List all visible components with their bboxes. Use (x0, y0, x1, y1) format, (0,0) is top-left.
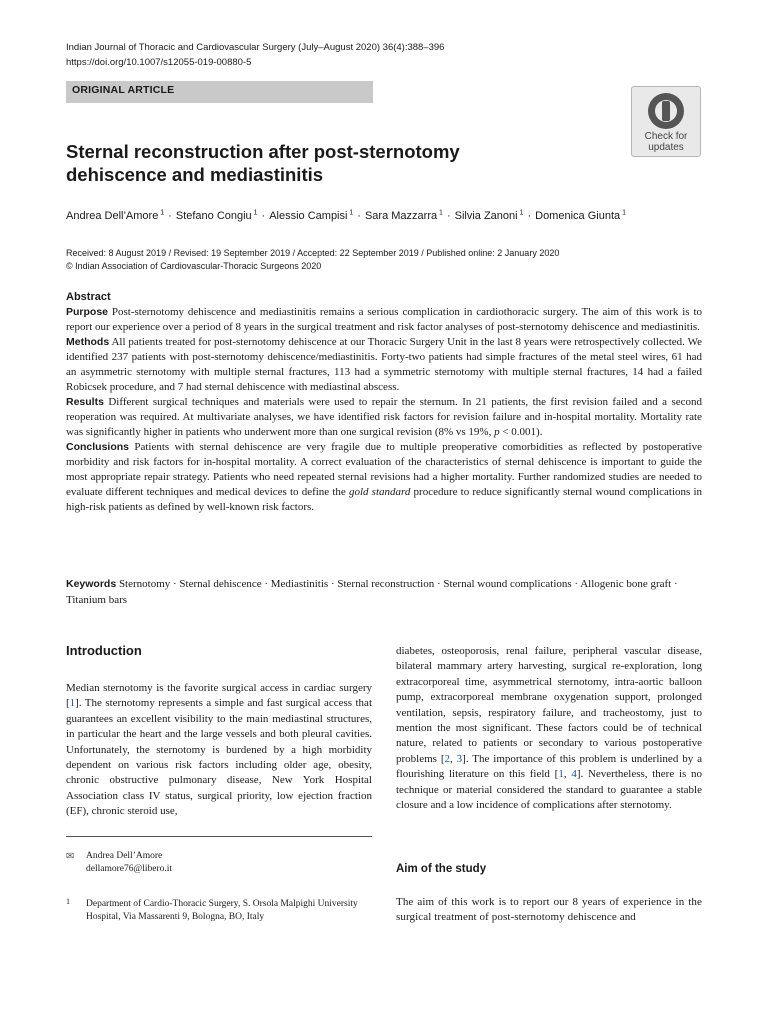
footnote-divider (66, 836, 372, 837)
aim-text: The aim of this work is to report our 8 years of experience in the surgical treatment of post-sternotomy dehiscence and (396, 896, 702, 924)
journal-citation: Indian Journal of Thoracic and Cardiovascular Surgery (July–August 2020) 36(4):388–396 (66, 42, 445, 53)
abstract-heading: Abstract (66, 291, 111, 303)
affiliation-number: 1 (66, 897, 70, 906)
author-separator: · (261, 209, 266, 222)
affiliation (66, 898, 372, 924)
correspondence (66, 850, 372, 876)
aim-section (396, 895, 702, 926)
citation-link[interactable]: 4 (571, 768, 577, 781)
results-text-end: < 0.001). (499, 426, 543, 438)
conclusions-label: Conclusions (66, 441, 130, 453)
abstract-conclusions (66, 440, 702, 515)
article-type-label: ORIGINAL ARTICLE (72, 84, 175, 96)
results-text: Different surgical techniques and materials were used to repair the sternum. In 21 patients, the first revision failed and a second reoperation was required. At multivariate analyses, we have identified risk factors for revision failure and in-hospital mortality. Mortality rate was significantly higher in patients who underwent more than one surgical revision (8% vs 19%, (66, 396, 702, 438)
results-label: Results (66, 396, 104, 408)
p-value-symbol: p (494, 426, 500, 438)
footnotes (66, 850, 372, 924)
author-affiliation-number: 1 (347, 209, 354, 216)
abstract (66, 290, 702, 515)
introduction-heading: Introduction (66, 643, 142, 658)
crossmark-icon (648, 93, 684, 129)
intro-paragraph-2 (396, 644, 702, 813)
intro-p2-b: ]. The importance of this problem is underlined by a flourishing literature on this field [ (396, 752, 702, 781)
author-affiliation-number: 1 (251, 209, 258, 216)
affiliation-text: Department of Cardio-Thoracic Surgery, S. Orsola Malpighi University Hospital, Via Massarenti 9, Bologna, BO, Italy (86, 899, 358, 922)
aim-heading: Aim of the study (396, 863, 487, 875)
author-list (66, 206, 626, 223)
methods-label: Methods (66, 336, 110, 348)
correspondence-email[interactable]: dellamore76@libero.it (86, 864, 173, 874)
author-affiliation-number: 1 (620, 209, 626, 216)
introduction-left-column (66, 681, 372, 820)
conclusions-text: Patients with sternal dehiscence are very fragile due to multiple preoperative comorbidities as reflected by postoperative morbidity and risk factors for in-hospital mortality. A correct evaluation of the characteristics of sternal dehiscence is important to guide the most appropriate repair strategy. Patients who need repeated sternal revisions had a higher mortality. Further randomized studies are needed to evaluate different techniques and medical devices to define the (66, 441, 702, 498)
doi-link[interactable]: https://doi.org/10.1007/s12055-019-00880-5 (66, 57, 252, 68)
author-name[interactable]: Alessio Campisi $^1$ (269, 209, 354, 222)
badge-text (632, 131, 700, 153)
purpose-label: Purpose (66, 306, 109, 318)
gold-standard-term: gold standard (348, 486, 411, 498)
author-name[interactable]: Andrea Dell’Amore $^1$ (66, 209, 165, 222)
keywords (66, 577, 702, 608)
abstract-results (66, 395, 702, 440)
correspondence-name: Andrea Dell’Amore (86, 851, 163, 861)
check-for-updates-badge[interactable] (631, 86, 701, 157)
introduction-right-column (396, 644, 702, 813)
intro-paragraph-1 (66, 681, 372, 820)
copyright-line: © Indian Association of Cardiovascular-Thoracic Surgeons 2020 (66, 261, 322, 271)
citation-link[interactable]: 2 (444, 752, 450, 765)
author-name[interactable]: Sara Mazzarra $^1$ (364, 209, 443, 222)
intro-p2-c: ]. Nevertheless, there is no technique or material considered the standard to guarantee a stable closure and a low incidence of complications after sternotomy. (396, 768, 703, 812)
author-affiliation-number: 1 (158, 209, 165, 216)
author-name[interactable]: Stefano Congiu $^1$ (175, 209, 258, 222)
author-separator: · (357, 209, 361, 222)
title-line1: Sternal reconstruction after post-sternotomy (66, 141, 460, 162)
publication-dates (66, 247, 559, 273)
intro-p2-sep2: , (563, 768, 572, 781)
author-name[interactable]: Domenica Giunta $^1$ (535, 209, 626, 222)
badge-line2: updates (648, 142, 684, 153)
conclusions-text-end: procedure to reduce significantly sternal wound complications in high-risk patients as defined by well-known risk factors. (66, 486, 703, 513)
citation-link[interactable]: 3 (456, 752, 463, 765)
keywords-label: Keywords (66, 578, 117, 590)
intro-p2-a: diabetes, osteoporosis, renal failure, peripheral vascular disease, bilateral mammary artery harvesting, surgical re-exploration, long extracorporeal time, asymmetrical sternotomy, intra-aortic balloon pump, extracorporeal membrane oxygenation support, prolonged ventilation, sepsis, respiratory failure, and tracheostomy, just to mention the most significant. These factors could be of technical nature, related to patients or secondary to various postoperative problems [ (396, 645, 702, 765)
author-separator: · (168, 209, 172, 222)
intro-p1-start: Median sternotomy is the favorite surgical access in cardiac surgery [ (66, 682, 372, 710)
abstract-methods (66, 335, 702, 395)
citation-link[interactable]: 1 (69, 697, 76, 710)
author-affiliation-number: 1 (517, 209, 524, 216)
intro-p2-sep: , (450, 752, 457, 765)
methods-text: All patients treated for post-sternotomy dehiscence at our Thoracic Surgery Unit in the last 8 years were retrospectively collected. We identified 237 patients with post-sternotomy dehiscence/mediastinitis. Forty-two patients had simple fractures of the metal steel wires, 61 had an asymmetric sternotomy with multiple sternal fractures, 113 had a symmetric sternotomy with multiple sternal fractures, 14 had a failed Robicsek procedure, and 7 had sternal dehiscence with mediastinal abscess. (66, 336, 702, 393)
author-separator: · (446, 209, 451, 222)
article-type-banner (66, 81, 373, 103)
citation-link[interactable]: 1 (558, 768, 564, 781)
purpose-text: Post-sternotomy dehiscence and mediastinitis remains a serious complication in cardiothoracic surgery. The aim of this work is to report our experience over a period of 8 years in the surgical treatment and risk factor analyses of post-sternotomy dehiscence and mediastinitis. (66, 306, 703, 333)
title-line2: dehiscence and mediastinitis (66, 164, 324, 185)
article-title (66, 140, 486, 186)
abstract-purpose (66, 305, 702, 335)
envelope-icon: ✉ (66, 851, 75, 862)
author-separator: · (527, 209, 532, 222)
badge-line1: Check for (644, 131, 688, 142)
keywords-text: Sternotomy · Sternal dehiscence · Mediastinitis · Sternal reconstruction · Sternal wound complications · Allogenic bone graft · Titanium bars (66, 578, 678, 606)
journal-header (66, 40, 444, 70)
author-name[interactable]: Silvia Zanoni $^1$ (454, 209, 524, 222)
intro-p1-end: ]. The sternotomy represents a simple and fast surgical access that guarantees an excellent visibility to the main mediastinal structures, in particular the heart and the large vessels and both pleural cavities. Unfortunately, the sternotomy is burdened by a high morbidity dependent on various risk factors including older age, obesity, chronic obstructive pulmonary disease, New York Hospital Association class IV status, surgical priority, low ejection fraction (EF), chronic steroid use, (66, 697, 372, 818)
dates-line: Received: 8 August 2019 / Revised: 19 September 2019 / Accepted: 22 September 2019 / Published online: 2 January 2020 (66, 248, 560, 258)
author-affiliation-number: 1 (437, 209, 443, 216)
